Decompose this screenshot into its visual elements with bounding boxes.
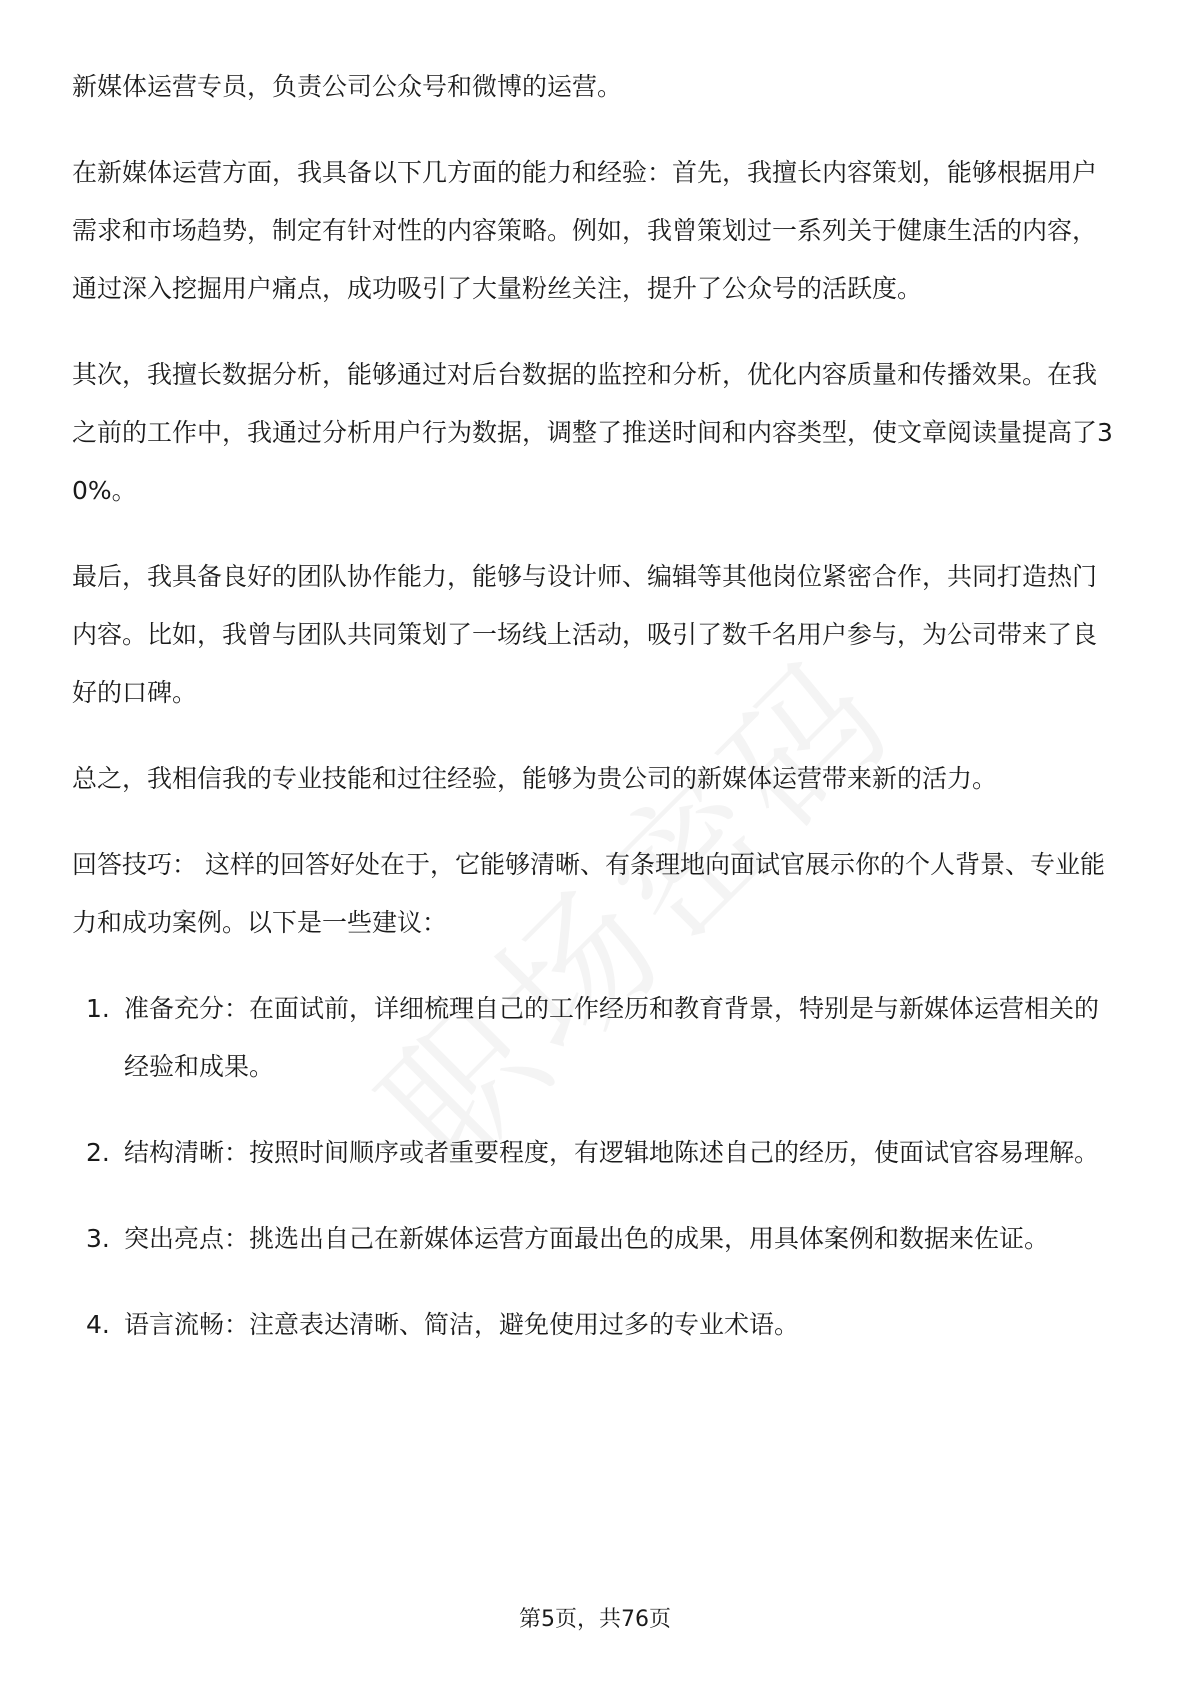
paragraph: 回答技巧： 这样的回答好处在于，它能够清晰、有条理地向面试官展示你的个人背景、专业能力和成功案例。以下是一些建议：	[72, 850, 1105, 937]
list-text: 语言流畅：注意表达清晰、简洁，避免使用过多的专业术语。	[124, 1310, 800, 1339]
paragraph: 新媒体运营专员，负责公司公众号和微博的运营。	[72, 72, 623, 101]
list-number: 4.	[86, 1310, 110, 1339]
list-number: 3.	[86, 1224, 110, 1253]
tips-list	[72, 980, 1118, 1354]
list-text: 突出亮点：挑选出自己在新媒体运营方面最出色的成果，用具体案例和数据来佐证。	[124, 1224, 1050, 1253]
list-item	[72, 1124, 1118, 1182]
list-number: 1.	[86, 994, 110, 1023]
paragraph: 总之，我相信我的专业技能和过往经验，能够为贵公司的新媒体运营带来新的活力。	[72, 764, 998, 793]
page-number-footer: 第5页，共76页	[519, 1607, 671, 1632]
paragraph: 在新媒体运营方面，我具备以下几方面的能力和经验：首先，我擅长内容策划，能够根据用户需求和市场趋势，制定有针对性的内容策略。例如，我曾策划过一系列关于健康生活的内容，通过深入挖掘用户痛点，成功吸引了大量粉丝关注，提升了公众号的活跃度。	[72, 158, 1098, 303]
list-item	[72, 1210, 1118, 1268]
list-item	[72, 1296, 1118, 1354]
list-text: 准备充分：在面试前，详细梳理自己的工作经历和教育背景，特别是与新媒体运营相关的经验和成果。	[124, 994, 1100, 1081]
document-body	[72, 58, 1118, 1382]
paragraph: 最后，我具备良好的团队协作能力，能够与设计师、编辑等其他岗位紧密合作，共同打造热门内容。比如，我曾与团队共同策划了一场线上活动，吸引了数千名用户参与，为公司带来了良好的口碑。	[72, 562, 1098, 707]
list-item	[72, 980, 1118, 1096]
list-text: 结构清晰：按照时间顺序或者重要程度，有逻辑地陈述自己的经历，使面试官容易理解。	[124, 1138, 1100, 1167]
list-number: 2.	[86, 1138, 110, 1167]
paragraph: 其次，我擅长数据分析，能够通过对后台数据的监控和分析，优化内容质量和传播效果。在我之前的工作中，我通过分析用户行为数据，调整了推送时间和内容类型，使文章阅读量提高了30%。	[72, 360, 1113, 505]
